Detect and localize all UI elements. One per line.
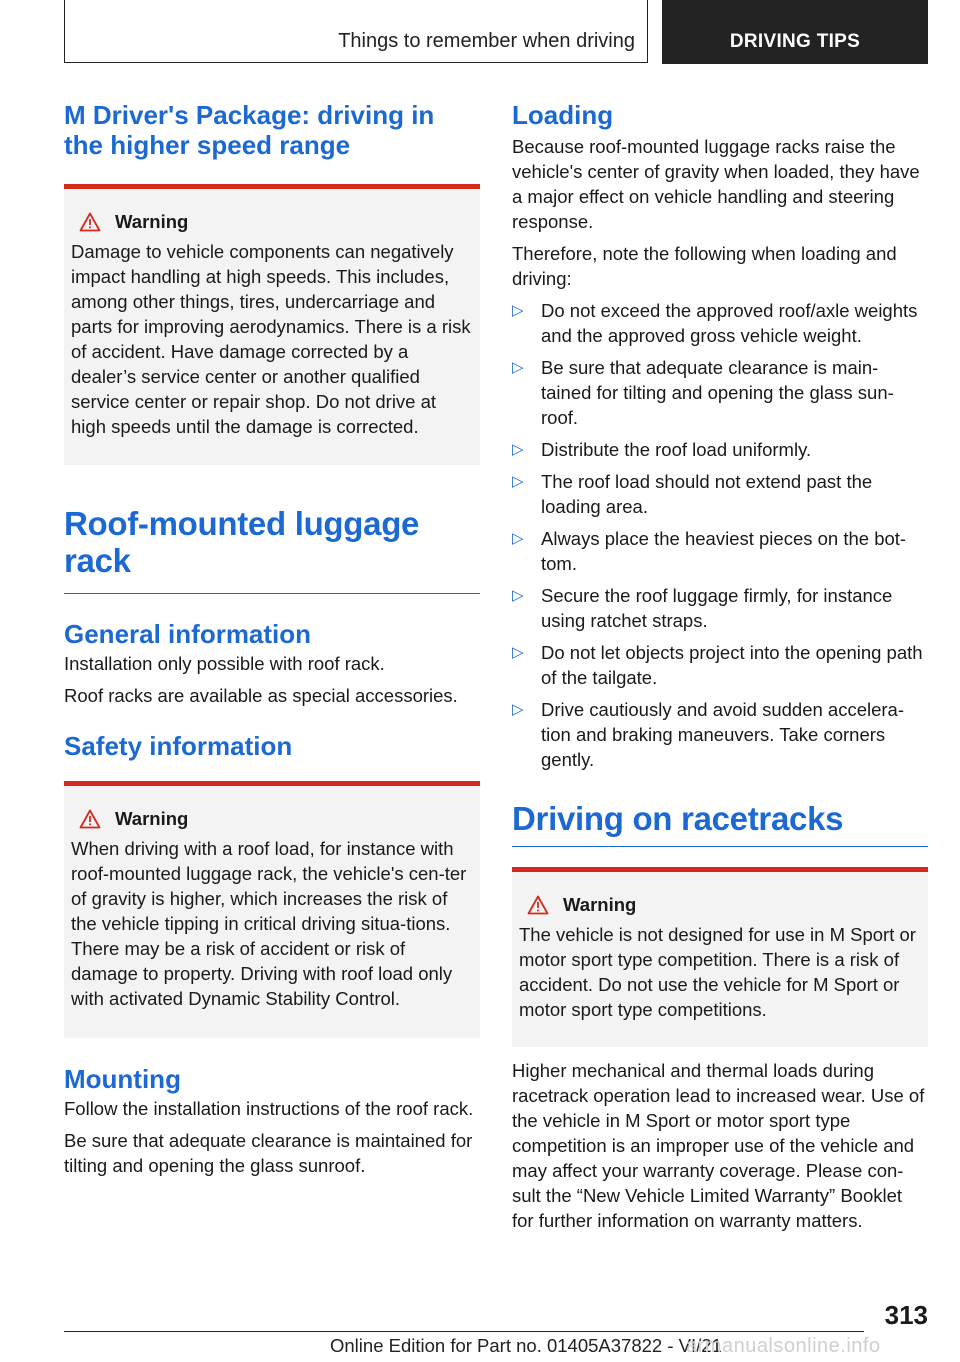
list-item: ▷ Do not let objects project into the opening path of the tailgate. bbox=[512, 642, 923, 688]
section-tab bbox=[64, 0, 648, 63]
loading-paragraph-2: Therefore, note the following when loading and driving: bbox=[512, 243, 897, 289]
warning-box-racetracks bbox=[512, 867, 928, 1047]
warning-text: Damage to vehicle components can negatively impact handling at high speeds. This includes, among other things, tires, undercarriage and parts for improving aerodynamics. There is a risk of accident. Have damage corrected by a dealer’s service center or another qualified service center or repair shop. Do not drive at high speeds until the damage is corrected. bbox=[71, 241, 471, 437]
watermark: armanualsonline.info bbox=[686, 1335, 881, 1357]
warning-box-high-speed bbox=[64, 184, 480, 465]
racetracks-paragraph: Higher mechanical and thermal loads during racetrack operation lead to increased wear. Use of the vehicle in M Sport or motor sport type competition is an improper use of the vehicle and may affect your warranty coverage. Please con-sult the “New Vehicle Limited Warranty” Booklet for further information on warranty matters. bbox=[512, 1060, 925, 1231]
loading-heading: Loading bbox=[512, 100, 614, 130]
warning-text: The vehicle is not designed for use in M Sport or motor sport type competition. There is a risk of accident. Do not use the vehicle for M Sport or motor sport type competitions. bbox=[519, 924, 916, 1020]
list-item: ▷ Do not exceed the approved roof/axle weights and the approved gross vehicle weight. bbox=[512, 300, 918, 346]
loading-bullet-list bbox=[512, 298, 928, 772]
general-information-heading: General information bbox=[64, 619, 312, 649]
list-item: ▷ Drive cautiously and avoid sudden accelera-tion and braking maneuvers. Take corners gently. bbox=[512, 699, 905, 770]
footer-rule bbox=[64, 1331, 864, 1332]
page-header bbox=[64, 0, 928, 64]
right-column bbox=[512, 100, 928, 1233]
triangle-bullet-icon: ▷ bbox=[512, 359, 524, 376]
warning-triangle-icon bbox=[79, 809, 101, 829]
mounting-paragraph-2: Be sure that adequate clearance is maintained for tilting and opening the glass sunroof. bbox=[64, 1130, 473, 1176]
triangle-bullet-icon: ▷ bbox=[512, 644, 524, 661]
triangle-bullet-icon: ▷ bbox=[512, 441, 524, 458]
warning-header bbox=[71, 209, 472, 235]
racetracks-heading: Driving on racetracks bbox=[512, 800, 844, 837]
warning-label: Warning bbox=[115, 211, 189, 232]
section-title: Things to remember when driving bbox=[338, 30, 635, 52]
chapter-title: DRIVING TIPS bbox=[729, 31, 861, 52]
list-item: ▷ The roof load should not extend past the loading area. bbox=[512, 471, 873, 517]
warning-header bbox=[519, 892, 920, 918]
warning-triangle-icon bbox=[79, 212, 101, 232]
roof-rack-heading: Roof-mounted luggage rack bbox=[64, 505, 420, 579]
triangle-bullet-icon: ▷ bbox=[512, 302, 524, 319]
general-paragraph-1: Installation only possible with roof rack. bbox=[64, 653, 385, 674]
list-item: ▷ Distribute the roof load uniformly. bbox=[512, 439, 812, 460]
triangle-bullet-icon: ▷ bbox=[512, 701, 524, 718]
chapter-tab bbox=[662, 0, 928, 64]
general-paragraph-2: Roof racks are available as special accessories. bbox=[64, 685, 458, 706]
warning-text: When driving with a roof load, for instance with roof-mounted luggage rack, the vehicle's cen-ter of gravity is higher, which increases the risk of the vehicle tipping in critical driving situa-tions. There may be a risk of accident or risk of damage to property. Driving with roof load only with activated Dynamic Stability Control. bbox=[71, 838, 467, 1009]
heading-rule bbox=[512, 846, 928, 847]
warning-header bbox=[71, 806, 472, 832]
warning-label: Warning bbox=[115, 808, 189, 829]
triangle-bullet-icon: ▷ bbox=[512, 587, 524, 604]
warning-triangle-icon bbox=[527, 895, 549, 915]
warning-box-roof-load bbox=[64, 781, 480, 1038]
m-drivers-heading: M Driver's Package: driving in the higher speed range bbox=[64, 100, 435, 160]
safety-information-heading: Safety information bbox=[64, 731, 293, 761]
warning-label: Warning bbox=[563, 894, 637, 915]
list-item: ▷ Be sure that adequate clearance is main-tained for tilting and opening the glass sun-roof. bbox=[512, 357, 894, 428]
edition-note: Online Edition for Part no. 01405A37822 - VI/21 bbox=[330, 1335, 722, 1356]
mounting-heading: Mounting bbox=[64, 1064, 181, 1094]
page-number: 313 bbox=[884, 1300, 928, 1330]
triangle-bullet-icon: ▷ bbox=[512, 473, 524, 490]
triangle-bullet-icon: ▷ bbox=[512, 530, 524, 547]
list-item: ▷ Always place the heaviest pieces on the bot-tom. bbox=[512, 528, 907, 574]
list-item: ▷ Secure the roof luggage firmly, for instance using ratchet straps. bbox=[512, 585, 893, 631]
heading-rule bbox=[64, 593, 480, 594]
left-column bbox=[64, 100, 480, 1178]
mounting-paragraph-1: Follow the installation instructions of the roof rack. bbox=[64, 1098, 474, 1119]
loading-paragraph-1: Because roof-mounted luggage racks raise the vehicle's center of gravity when loaded, they have a major effect on vehicle handling and steering response. bbox=[512, 136, 920, 232]
